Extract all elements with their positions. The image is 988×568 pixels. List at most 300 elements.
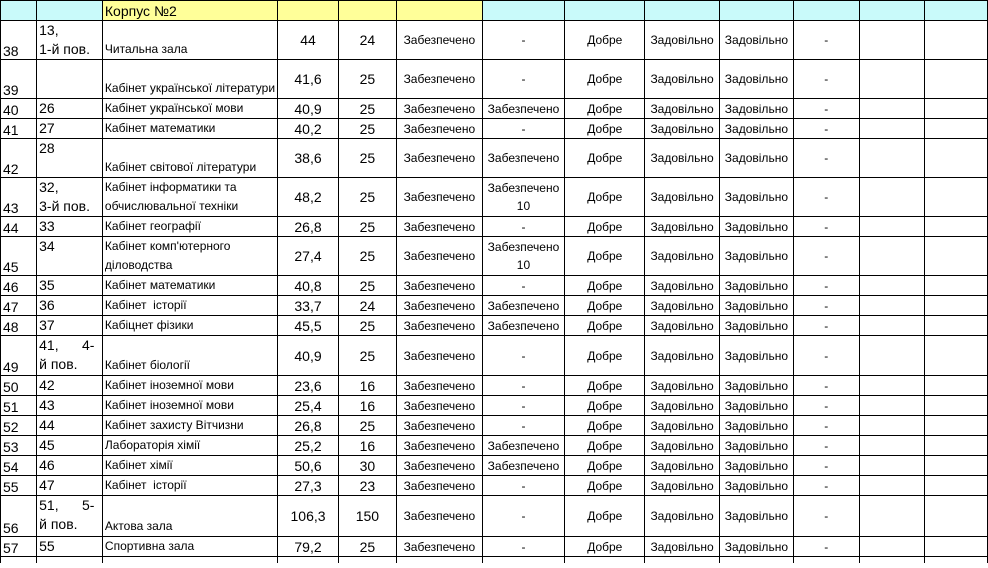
cell-row-number[interactable]: 47 <box>1 296 37 316</box>
cell-lighting[interactable]: Задовільно <box>645 316 720 336</box>
cell-notes[interactable]: - <box>793 119 859 139</box>
cell-room-number[interactable]: 42 <box>37 376 103 396</box>
cell-row-number[interactable]: 54 <box>1 456 37 476</box>
cell-empty[interactable] <box>859 60 924 99</box>
cell-equipment[interactable]: Забезпечено <box>397 496 482 537</box>
cell-empty[interactable] <box>924 139 987 178</box>
cell-heating[interactable]: Задовільно <box>719 456 793 476</box>
cell-empty[interactable] <box>859 237 924 276</box>
cell-empty[interactable] <box>859 476 924 496</box>
cell-equipment[interactable]: Забезпечено <box>397 21 482 60</box>
cell-lighting[interactable]: Задовільно <box>645 396 720 416</box>
cell-equipment[interactable]: Забезпечено <box>397 178 482 217</box>
cell-row-number[interactable]: 56 <box>1 496 37 537</box>
cell-notes[interactable]: - <box>793 21 859 60</box>
cell-seats[interactable]: 25 <box>338 139 396 178</box>
cell-computers[interactable]: Забезпечено <box>482 316 565 336</box>
cell-empty[interactable] <box>278 557 338 564</box>
cell-area[interactable]: 40,9 <box>278 336 338 376</box>
cell-notes[interactable]: - <box>793 178 859 217</box>
cell-area[interactable]: 48,2 <box>278 178 338 217</box>
cell-computers[interactable]: - <box>482 476 565 496</box>
header-cell[interactable] <box>397 1 482 21</box>
cell-computers[interactable]: Забезпечено <box>482 436 565 456</box>
cell-row-number[interactable]: 53 <box>1 436 37 456</box>
header-cell[interactable] <box>278 1 338 21</box>
cell-condition[interactable]: Добре <box>565 316 645 336</box>
cell-room-name[interactable]: Читальна зала <box>102 21 277 60</box>
cell-area[interactable]: 27,3 <box>278 476 338 496</box>
cell-empty[interactable] <box>924 178 987 217</box>
cell-empty[interactable] <box>793 557 859 564</box>
cell-condition[interactable]: Добре <box>565 456 645 476</box>
cell-seats[interactable]: 23 <box>338 476 396 496</box>
table-row <box>1 276 988 296</box>
cell-area[interactable]: 25,4 <box>278 396 338 416</box>
cell-computers[interactable]: - <box>482 276 565 296</box>
cell-empty[interactable] <box>924 276 987 296</box>
cell-room-number[interactable]: 41, 4- й пов. <box>37 336 103 376</box>
cell-empty[interactable] <box>859 557 924 564</box>
cell-room-number[interactable]: 47 <box>37 476 103 496</box>
cell-lighting[interactable]: Задовільно <box>645 99 720 119</box>
cell-row-number[interactable]: 57 <box>1 537 37 557</box>
cell-room-name[interactable]: Кабінет комп'ютерного діловодства <box>102 237 277 276</box>
cell-condition[interactable]: Добре <box>565 537 645 557</box>
cell-empty[interactable] <box>859 316 924 336</box>
cell-equipment[interactable]: Забезпечено <box>397 119 482 139</box>
cell-room-number[interactable]: 34 <box>37 237 103 276</box>
table-row-partial <box>1 557 988 564</box>
cell-room-number[interactable]: 28 <box>37 139 103 178</box>
cell-condition[interactable]: Добре <box>565 60 645 99</box>
cell-seats[interactable]: 24 <box>338 296 396 316</box>
cell-heating[interactable]: Задовільно <box>719 316 793 336</box>
cell-room-number[interactable]: 33 <box>37 217 103 237</box>
cell-row-number[interactable]: 51 <box>1 396 37 416</box>
cell-notes[interactable]: - <box>793 336 859 376</box>
cell-notes[interactable]: - <box>793 217 859 237</box>
table-row <box>1 376 988 396</box>
cell-area[interactable]: 40,2 <box>278 119 338 139</box>
cell-area[interactable]: 45,5 <box>278 316 338 336</box>
cell-equipment[interactable]: Забезпечено <box>397 60 482 99</box>
header-cell[interactable] <box>338 1 396 21</box>
cell-room-number[interactable] <box>37 60 103 99</box>
cell-computers[interactable]: - <box>482 396 565 416</box>
cell-row-number[interactable]: 39 <box>1 60 37 99</box>
table-row <box>1 396 988 416</box>
cell-room-name[interactable]: Кабінет інформатики та обчислювальної техніки <box>102 178 277 217</box>
cell-lighting[interactable]: Задовільно <box>645 178 720 217</box>
cell-room-name[interactable]: Актова зала <box>102 496 277 537</box>
cell-heating[interactable]: Задовільно <box>719 99 793 119</box>
cell-room-number[interactable]: 32, 3-й пов. <box>37 178 103 217</box>
cell-heating[interactable]: Задовільно <box>719 178 793 217</box>
cell-empty[interactable] <box>859 217 924 237</box>
cell-computers[interactable]: Забезпечено <box>482 296 565 316</box>
table-row <box>1 237 988 276</box>
cell-room-number[interactable]: 51, 5- й пов. <box>37 496 103 537</box>
cell-empty[interactable] <box>924 496 987 537</box>
cell-lighting[interactable]: Задовільно <box>645 60 720 99</box>
cell-condition[interactable]: Добре <box>565 237 645 276</box>
cell-equipment[interactable]: Забезпечено <box>397 416 482 436</box>
cell-area[interactable]: 50,6 <box>278 456 338 476</box>
cell-lighting[interactable]: Задовільно <box>645 537 720 557</box>
cell-notes[interactable]: - <box>793 60 859 99</box>
cell-empty[interactable] <box>924 396 987 416</box>
cell-condition[interactable]: Добре <box>565 476 645 496</box>
cell-lighting[interactable]: Задовільно <box>645 416 720 436</box>
cell-condition[interactable]: Добре <box>565 21 645 60</box>
cell-room-name[interactable]: Спортивна зала <box>102 537 277 557</box>
cell-row-number[interactable]: 45 <box>1 237 37 276</box>
header-cell[interactable] <box>482 1 565 21</box>
cell-room-name[interactable]: Кабінет захисту Вітчизни <box>102 416 277 436</box>
cell-area[interactable]: 25,2 <box>278 436 338 456</box>
cell-empty[interactable] <box>102 557 277 564</box>
cell-row-number[interactable]: 52 <box>1 416 37 436</box>
cell-seats[interactable]: 25 <box>338 178 396 217</box>
cell-lighting[interactable]: Задовільно <box>645 376 720 396</box>
cell-heating[interactable]: Задовільно <box>719 396 793 416</box>
cell-room-number[interactable]: 26 <box>37 99 103 119</box>
table-row <box>1 139 988 178</box>
cell-seats[interactable]: 150 <box>338 496 396 537</box>
cell-empty[interactable] <box>645 557 720 564</box>
cell-condition[interactable]: Добре <box>565 396 645 416</box>
cell-seats[interactable]: 25 <box>338 537 396 557</box>
cell-empty[interactable] <box>924 376 987 396</box>
cell-empty[interactable] <box>37 557 103 564</box>
cell-computers[interactable]: - <box>482 376 565 396</box>
cell-heating[interactable]: Задовільно <box>719 416 793 436</box>
table-row <box>1 537 988 557</box>
cell-room-name[interactable]: Кабінет географії <box>102 217 277 237</box>
cell-room-name[interactable]: Кабінет іноземної мови <box>102 396 277 416</box>
cell-condition[interactable]: Добре <box>565 496 645 537</box>
cell-area[interactable]: 38,6 <box>278 139 338 178</box>
cell-lighting[interactable]: Задовільно <box>645 237 720 276</box>
cell-empty[interactable] <box>565 557 645 564</box>
cell-empty[interactable] <box>924 237 987 276</box>
cell-computers[interactable]: Забезпечено 10 <box>482 237 565 276</box>
cell-empty[interactable] <box>924 316 987 336</box>
cell-row-number[interactable]: 42 <box>1 139 37 178</box>
cell-seats[interactable]: 25 <box>338 99 396 119</box>
cell-notes[interactable]: - <box>793 496 859 537</box>
cell-room-number[interactable]: 36 <box>37 296 103 316</box>
cell-notes[interactable]: - <box>793 276 859 296</box>
cell-empty[interactable] <box>859 296 924 316</box>
cell-empty[interactable] <box>859 396 924 416</box>
cell-notes[interactable]: - <box>793 139 859 178</box>
cell-empty[interactable] <box>859 99 924 119</box>
cell-empty[interactable] <box>338 557 396 564</box>
cell-empty[interactable] <box>924 537 987 557</box>
cell-seats[interactable]: 25 <box>338 276 396 296</box>
cell-empty[interactable] <box>924 60 987 99</box>
cell-empty[interactable] <box>924 119 987 139</box>
cell-room-number[interactable]: 55 <box>37 537 103 557</box>
cell-seats[interactable]: 16 <box>338 396 396 416</box>
cell-equipment[interactable]: Забезпечено <box>397 99 482 119</box>
cell-room-name[interactable]: Кабінет світової літератури <box>102 139 277 178</box>
cell-room-number[interactable]: 37 <box>37 316 103 336</box>
cell-row-number[interactable]: 44 <box>1 217 37 237</box>
cell-empty[interactable] <box>924 21 987 60</box>
cell-empty[interactable] <box>924 436 987 456</box>
cell-equipment[interactable]: Забезпечено <box>397 436 482 456</box>
cell-empty[interactable] <box>924 217 987 237</box>
cell-empty[interactable] <box>924 336 987 376</box>
cell-room-name[interactable]: Кабінет математики <box>102 276 277 296</box>
cell-area[interactable]: 41,6 <box>278 60 338 99</box>
cell-row-number[interactable]: 50 <box>1 376 37 396</box>
cell-empty[interactable] <box>859 416 924 436</box>
cell-notes[interactable]: - <box>793 296 859 316</box>
cell-area[interactable]: 33,7 <box>278 296 338 316</box>
cell-computers[interactable]: - <box>482 416 565 436</box>
cell-empty[interactable] <box>859 537 924 557</box>
cell-room-name[interactable]: Кабіцнет фізики <box>102 316 277 336</box>
cell-lighting[interactable]: Задовільно <box>645 119 720 139</box>
cell-empty[interactable] <box>924 416 987 436</box>
cell-heating[interactable]: Задовільно <box>719 276 793 296</box>
table-body <box>1 1 988 564</box>
cell-empty[interactable] <box>859 436 924 456</box>
cell-lighting[interactable]: Задовільно <box>645 21 720 60</box>
section-title[interactable]: Корпус №2 <box>102 1 277 21</box>
cell-lighting[interactable]: Задовільно <box>645 217 720 237</box>
cell-row-number[interactable]: 48 <box>1 316 37 336</box>
cell-condition[interactable]: Добре <box>565 139 645 178</box>
cell-heating[interactable]: Задовільно <box>719 119 793 139</box>
cell-notes[interactable]: - <box>793 436 859 456</box>
table-row <box>1 456 988 476</box>
cell-equipment[interactable]: Забезпечено <box>397 139 482 178</box>
cell-seats[interactable]: 16 <box>338 436 396 456</box>
cell-computers[interactable]: - <box>482 60 565 99</box>
cell-heating[interactable]: Задовільно <box>719 296 793 316</box>
cell-room-number[interactable]: 44 <box>37 416 103 436</box>
cell-room-name[interactable]: Лабораторія хімії <box>102 436 277 456</box>
cell-row-number[interactable]: 49 <box>1 336 37 376</box>
cell-room-number[interactable]: 46 <box>37 456 103 476</box>
cell-equipment[interactable]: Забезпечено <box>397 217 482 237</box>
header-cell[interactable] <box>565 1 645 21</box>
cell-notes[interactable]: - <box>793 476 859 496</box>
header-cell[interactable] <box>37 1 103 21</box>
table-row <box>1 496 988 537</box>
cell-condition[interactable]: Добре <box>565 99 645 119</box>
cell-room-name[interactable]: Кабінет української мови <box>102 99 277 119</box>
header-cell[interactable] <box>645 1 720 21</box>
cell-room-number[interactable]: 35 <box>37 276 103 296</box>
cell-room-number[interactable]: 13, 1-й пов. <box>37 21 103 60</box>
cell-row-number[interactable]: 38 <box>1 21 37 60</box>
cell-empty[interactable] <box>859 178 924 217</box>
cell-equipment[interactable]: Забезпечено <box>397 276 482 296</box>
cell-computers[interactable]: - <box>482 217 565 237</box>
cell-room-name[interactable]: Кабінет хімії <box>102 456 277 476</box>
cell-lighting[interactable]: Задовільно <box>645 336 720 376</box>
cell-empty[interactable] <box>859 456 924 476</box>
header-cell[interactable] <box>859 1 924 21</box>
cell-lighting[interactable]: Задовільно <box>645 276 720 296</box>
cell-condition[interactable]: Добре <box>565 376 645 396</box>
cell-row-number[interactable]: 55 <box>1 476 37 496</box>
cell-notes[interactable]: - <box>793 316 859 336</box>
cell-area[interactable]: 40,8 <box>278 276 338 296</box>
cell-condition[interactable]: Добре <box>565 178 645 217</box>
cell-heating[interactable]: Задовільно <box>719 217 793 237</box>
cell-empty[interactable] <box>859 119 924 139</box>
cell-lighting[interactable]: Задовільно <box>645 496 720 537</box>
cell-empty[interactable] <box>859 21 924 60</box>
cell-area[interactable]: 23,6 <box>278 376 338 396</box>
cell-area[interactable]: 26,8 <box>278 217 338 237</box>
cell-condition[interactable]: Добре <box>565 296 645 316</box>
header-cell[interactable] <box>719 1 793 21</box>
cell-notes[interactable]: - <box>793 396 859 416</box>
cell-empty[interactable] <box>719 557 793 564</box>
cell-lighting[interactable]: Задовільно <box>645 139 720 178</box>
cell-notes[interactable]: - <box>793 237 859 276</box>
cell-empty[interactable] <box>482 557 565 564</box>
cell-seats[interactable]: 25 <box>338 336 396 376</box>
cell-condition[interactable]: Добре <box>565 336 645 376</box>
cell-room-name[interactable]: Кабінет української літератури <box>102 60 277 99</box>
cell-notes[interactable]: - <box>793 99 859 119</box>
table-row <box>1 416 988 436</box>
cell-room-number[interactable]: 43 <box>37 396 103 416</box>
cell-empty[interactable] <box>859 336 924 376</box>
cell-room-name[interactable]: Кабінет біології <box>102 336 277 376</box>
cell-computers[interactable]: - <box>482 119 565 139</box>
cell-lighting[interactable]: Задовільно <box>645 476 720 496</box>
cell-area[interactable]: 40,9 <box>278 99 338 119</box>
cell-seats[interactable]: 25 <box>338 416 396 436</box>
cell-room-number[interactable]: 27 <box>37 119 103 139</box>
cell-empty[interactable] <box>397 557 482 564</box>
cell-empty[interactable] <box>924 296 987 316</box>
cell-equipment[interactable]: Забезпечено <box>397 376 482 396</box>
cell-notes[interactable]: - <box>793 416 859 436</box>
cell-computers[interactable]: Забезпечено <box>482 139 565 178</box>
table-row <box>1 99 988 119</box>
cell-area[interactable]: 27,4 <box>278 237 338 276</box>
cell-empty[interactable] <box>924 476 987 496</box>
cell-area[interactable]: 106,3 <box>278 496 338 537</box>
cell-empty[interactable] <box>859 139 924 178</box>
cell-heating[interactable]: Задовільно <box>719 476 793 496</box>
cell-condition[interactable]: Добре <box>565 119 645 139</box>
cell-heating[interactable]: Задовільно <box>719 496 793 537</box>
cell-empty[interactable] <box>859 496 924 537</box>
cell-heating[interactable]: Задовільно <box>719 139 793 178</box>
cell-empty[interactable] <box>859 276 924 296</box>
cell-area[interactable]: 79,2 <box>278 537 338 557</box>
cell-row-number[interactable]: 41 <box>1 119 37 139</box>
cell-heating[interactable]: Задовільно <box>719 237 793 276</box>
cell-notes[interactable]: - <box>793 537 859 557</box>
cell-seats[interactable]: 25 <box>338 316 396 336</box>
cell-room-number[interactable]: 45 <box>37 436 103 456</box>
header-cell[interactable] <box>793 1 859 21</box>
cell-empty[interactable] <box>924 456 987 476</box>
cell-row-number[interactable]: 40 <box>1 99 37 119</box>
cell-equipment[interactable]: Забезпечено <box>397 316 482 336</box>
cell-equipment[interactable]: Забезпечено <box>397 336 482 376</box>
cell-seats[interactable]: 24 <box>338 21 396 60</box>
cell-computers[interactable]: Забезпечено <box>482 99 565 119</box>
cell-notes[interactable]: - <box>793 376 859 396</box>
cell-computers[interactable]: Забезпечено 10 <box>482 178 565 217</box>
cell-room-name[interactable]: Кабінет історії <box>102 476 277 496</box>
cell-condition[interactable]: Добре <box>565 436 645 456</box>
cell-empty[interactable] <box>1 557 37 564</box>
cell-heating[interactable]: Задовільно <box>719 21 793 60</box>
cell-computers[interactable]: - <box>482 496 565 537</box>
cell-equipment[interactable]: Забезпечено <box>397 456 482 476</box>
cell-heating[interactable]: Задовільно <box>719 336 793 376</box>
cell-computers[interactable]: - <box>482 21 565 60</box>
table-row <box>1 217 988 237</box>
cell-area[interactable]: 26,8 <box>278 416 338 436</box>
cell-seats[interactable]: 16 <box>338 376 396 396</box>
cell-heating[interactable]: Задовільно <box>719 376 793 396</box>
cell-computers[interactable]: Забезпечено <box>482 456 565 476</box>
cell-room-name[interactable]: Кабінет іноземної мови <box>102 376 277 396</box>
cell-room-name[interactable]: Кабінет історії <box>102 296 277 316</box>
cell-computers[interactable]: - <box>482 336 565 376</box>
cell-heating[interactable]: Задовільно <box>719 537 793 557</box>
cell-lighting[interactable]: Задовільно <box>645 436 720 456</box>
cell-notes[interactable]: - <box>793 456 859 476</box>
cell-condition[interactable]: Добре <box>565 217 645 237</box>
cell-condition[interactable]: Добре <box>565 276 645 296</box>
cell-seats[interactable]: 25 <box>338 119 396 139</box>
cell-equipment[interactable]: Забезпечено <box>397 476 482 496</box>
cell-seats[interactable]: 25 <box>338 60 396 99</box>
cell-heating[interactable]: Задовільно <box>719 436 793 456</box>
cell-equipment[interactable]: Забезпечено <box>397 237 482 276</box>
header-cell[interactable] <box>1 1 37 21</box>
cell-seats[interactable]: 30 <box>338 456 396 476</box>
cell-row-number[interactable]: 43 <box>1 178 37 217</box>
cell-equipment[interactable]: Забезпечено <box>397 296 482 316</box>
cell-row-number[interactable]: 46 <box>1 276 37 296</box>
cell-empty[interactable] <box>859 376 924 396</box>
cell-empty[interactable] <box>924 99 987 119</box>
cell-lighting[interactable]: Задовільно <box>645 456 720 476</box>
cell-room-name[interactable]: Кабінет математики <box>102 119 277 139</box>
cell-equipment[interactable]: Забезпечено <box>397 537 482 557</box>
header-cell[interactable] <box>924 1 987 21</box>
cell-lighting[interactable]: Задовільно <box>645 296 720 316</box>
cell-seats[interactable]: 25 <box>338 237 396 276</box>
cell-computers[interactable]: - <box>482 537 565 557</box>
cell-condition[interactable]: Добре <box>565 416 645 436</box>
cell-heating[interactable]: Задовільно <box>719 60 793 99</box>
cell-area[interactable]: 44 <box>278 21 338 60</box>
cell-seats[interactable]: 25 <box>338 217 396 237</box>
cell-empty[interactable] <box>924 557 987 564</box>
cell-equipment[interactable]: Забезпечено <box>397 396 482 416</box>
table-row <box>1 296 988 316</box>
